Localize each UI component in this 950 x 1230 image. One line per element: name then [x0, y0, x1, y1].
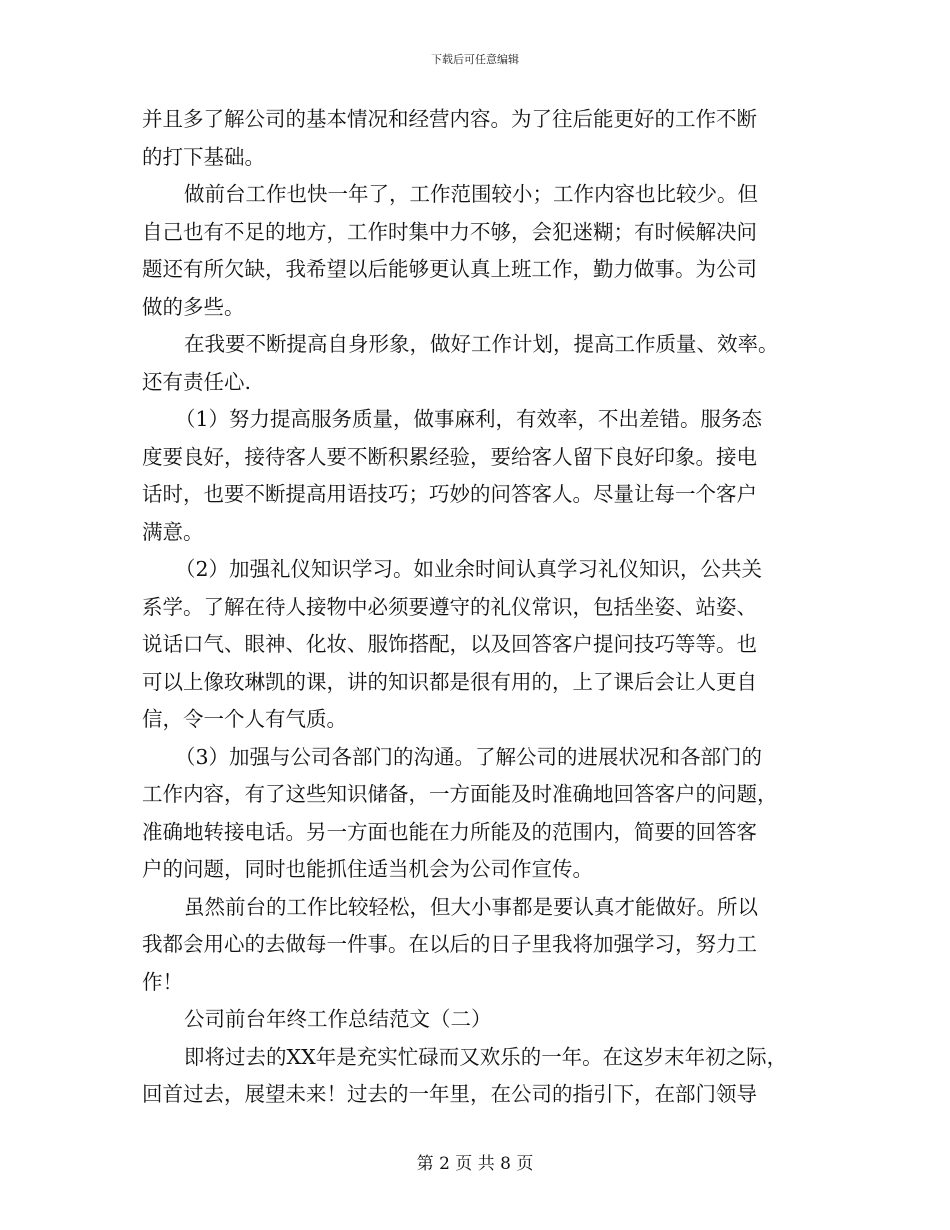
text-line: 虽然前台的工作比较轻松，但大小事都是要认真才能做好。所以: [184, 894, 758, 919]
paragraph: [142, 739, 814, 889]
text-line: 可以上像玫琳凯的课，讲的知识都是很有用的，上了课后会让人更自: [142, 669, 757, 694]
section-heading: [142, 1001, 814, 1039]
text-line: 题还有所欠缺，我希望以后能够更认真上班工作，勤力做事。为公司: [142, 257, 757, 281]
page-header: 下载后可任意编辑: [431, 53, 519, 66]
text-line: 即将过去的XX年是充实忙碌而又欢乐的一年。在这岁末年初之际，: [184, 1044, 788, 1069]
paragraph: [142, 176, 814, 326]
text-line: 度要良好，接待客人要不断积累经验，要给客人留下良好印象。接电: [142, 444, 757, 469]
text-line: 户的问题，同时也能抓住适当机会为公司作宣传。: [142, 857, 593, 881]
text-line: （1）努力提高服务质量，做事麻利，有效率，不出差错。服务态: [175, 407, 763, 431]
text-line: 话时，也要不断提高用语技巧；巧妙的问答客人。尽量让每一个客户: [142, 482, 757, 506]
text-line: （2）加强礼仪知识学习。如业余时间认真学习礼仪知识，公共关: [175, 557, 763, 581]
paragraph: [142, 1039, 814, 1114]
text-line: 工作内容，有了这些知识储备，一方面能及时准确地回答客户的问题，: [142, 782, 778, 806]
text-line: 系学。了解在待人接物中必须要遵守的礼仪常识，包括坐姿、站姿、: [142, 594, 757, 619]
page-footer: 第 2 页 共 8 页: [416, 1154, 534, 1174]
paragraph: [142, 401, 814, 551]
text-line: 我都会用心的去做每一件事。在以后的日子里我将加强学习，努力工: [142, 932, 757, 956]
paragraph: [142, 551, 814, 739]
paragraph: [142, 101, 814, 176]
paragraph: [142, 326, 814, 401]
text-line: 信，令一个人有气质。: [142, 707, 347, 731]
text-line: 自己也有不足的地方，工作时集中力不够，会犯迷糊；有时候解决问: [142, 219, 757, 244]
text-line: 作！: [142, 969, 183, 994]
text-line: 做前台工作也快一年了，工作范围较小；工作内容也比较少。但: [184, 182, 758, 206]
text-line: 在我要不断提高自身形象，做好工作计划，提高工作质量、效率。: [184, 332, 779, 356]
text-line: 满意。: [142, 519, 204, 544]
text-line: 准确地转接电话。另一方面也能在力所能及的范围内，简要的回答客: [142, 819, 757, 844]
text-line: （3）加强与公司各部门的沟通。了解公司的进展状况和各部门的: [175, 744, 763, 769]
document-body: [142, 101, 814, 1114]
text-line: 公司前台年终工作总结范文（二）: [184, 1007, 492, 1031]
paragraph: [142, 889, 814, 1002]
text-line: 还有责任心.: [142, 369, 252, 394]
text-line: 并且多了解公司的基本情况和经营内容。为了往后能更好的工作不断: [142, 107, 757, 131]
text-line: 的打下基础。: [142, 144, 265, 169]
text-line: 说话口气、眼神、化妆、服饰搭配，以及回答客户提问技巧等等。也: [142, 632, 757, 656]
text-line: 做的多些。: [142, 294, 245, 319]
text-line: 回首过去，展望未来！过去的一年里，在公司的指引下，在部门领导: [142, 1082, 757, 1106]
